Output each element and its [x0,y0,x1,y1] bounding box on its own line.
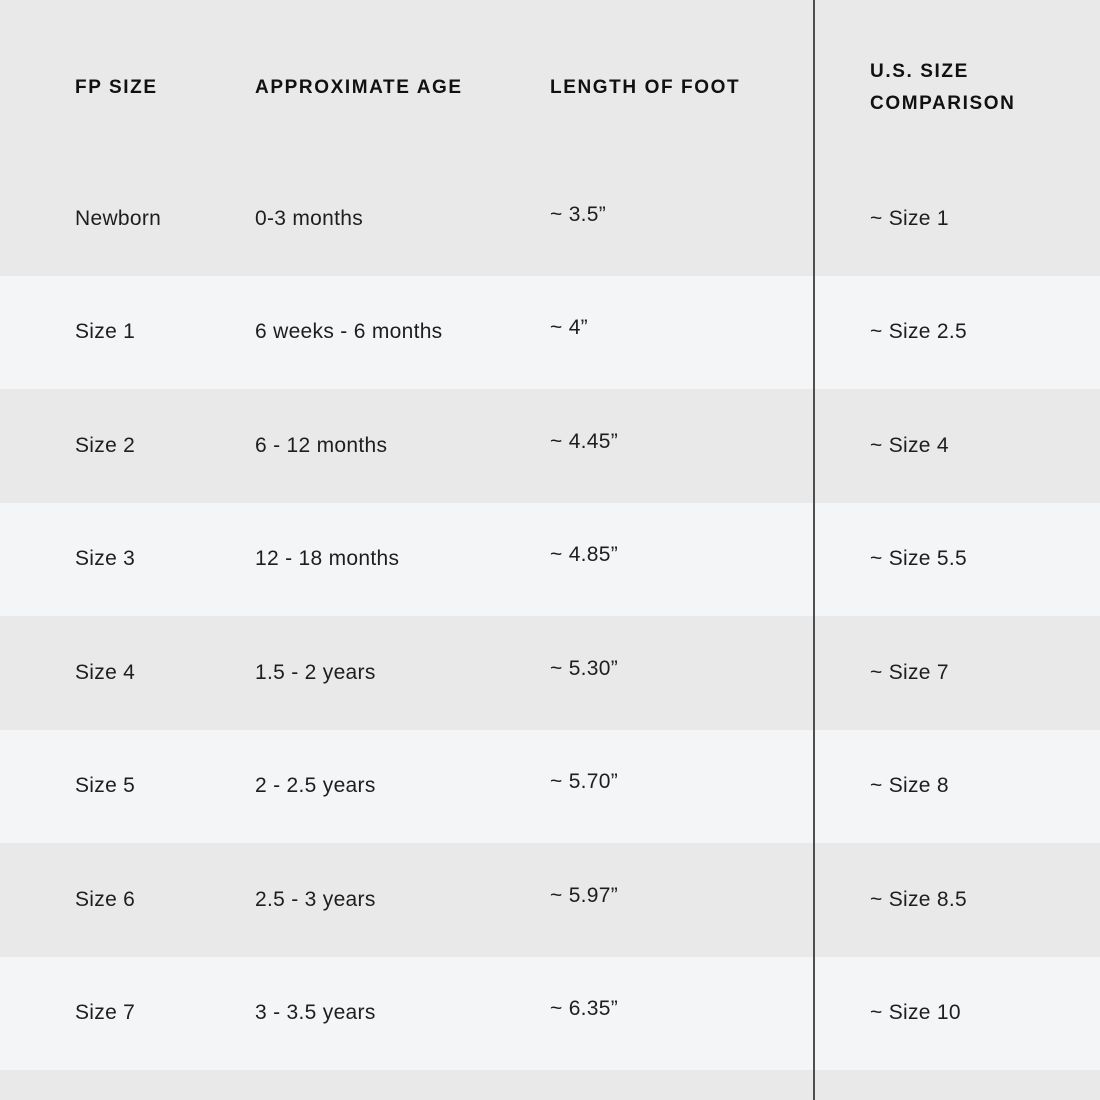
cell-fp-size: Size 6 [75,887,136,911]
table-row-size-3 [0,503,1100,617]
table-header-row [0,0,1100,162]
header-length-of-foot: LENGTH OF FOOT [550,77,741,98]
column-divider-line [813,0,815,1100]
cell-fp-size: Size 4 [75,660,136,684]
cell-fp-size: Size 7 [75,1001,136,1025]
table-row-size-1 [0,276,1100,390]
table-row-size-2 [0,389,1100,503]
cell-us-size: ~ Size 4 [870,433,949,457]
cell-us-size: ~ Size 1 [870,206,949,230]
header-fp-size: FP SIZE [75,77,158,98]
cell-fp-size: Size 2 [75,433,136,457]
cell-approximate-age: 12 - 18 months [255,547,400,571]
cell-approximate-age: 3 - 3.5 years [255,1001,376,1025]
cell-fp-size: Size 5 [75,774,136,798]
table-row-newborn [0,162,1100,276]
cell-approximate-age: 2 - 2.5 years [255,774,376,798]
cell-us-size: ~ Size 2.5 [870,320,967,344]
cell-length-of-foot: ~ 4” [550,316,588,340]
cell-us-size: ~ Size 8.5 [870,887,967,911]
cell-length-of-foot: ~ 3.5” [550,202,607,226]
header-us-size-line2: COMPARISON [870,93,1016,114]
cell-approximate-age: 2.5 - 3 years [255,887,376,911]
cell-length-of-foot: ~ 5.70” [550,770,619,794]
cell-approximate-age: 6 - 12 months [255,433,388,457]
header-approximate-age: APPROXIMATE AGE [255,77,463,98]
cell-us-size: ~ Size 5.5 [870,547,967,571]
cell-length-of-foot: ~ 6.35” [550,997,619,1021]
table-row-size-7 [0,957,1100,1071]
cell-length-of-foot: ~ 4.85” [550,543,619,567]
cell-length-of-foot: ~ 4.45” [550,429,619,453]
cell-us-size: ~ Size 7 [870,660,949,684]
table-row-size-4 [0,616,1100,730]
cell-fp-size: Size 3 [75,547,136,571]
header-us-size-line1: U.S. SIZE [870,61,969,82]
table-row-size-5 [0,730,1100,844]
cell-us-size: ~ Size 8 [870,774,949,798]
cell-approximate-age: 6 weeks - 6 months [255,320,443,344]
table-row-size-6 [0,843,1100,957]
cell-approximate-age: 0-3 months [255,206,364,230]
cell-length-of-foot: ~ 5.30” [550,656,619,680]
header-us-size-comparison [814,56,1100,120]
cell-fp-size: Newborn [75,206,162,230]
cell-approximate-age: 1.5 - 2 years [255,660,376,684]
cell-fp-size: Size 1 [75,320,136,344]
cell-us-size: ~ Size 10 [870,1001,961,1025]
cell-length-of-foot: ~ 5.97” [550,883,619,907]
